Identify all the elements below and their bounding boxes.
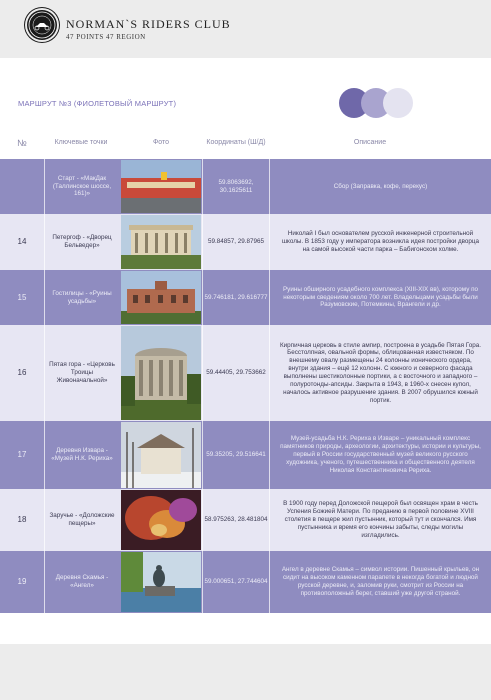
row-num xyxy=(0,159,44,214)
header-photo: Фото xyxy=(152,138,170,146)
row-point: Петергоф - «Дворец Бельведер» xyxy=(52,234,112,249)
page-footer xyxy=(0,644,491,700)
table-row xyxy=(0,325,491,421)
table-row xyxy=(0,159,491,214)
header-desc: Описание xyxy=(353,138,387,146)
row-coords: 59.35205, 29.516641 xyxy=(206,451,266,459)
row-num: 14 xyxy=(17,237,27,246)
row-description: Музей-усадьба Н.К. Рериха в Изваре – уникальный комплекс памятников природы, археологии, архитектуры, истории и культуры, первый в России государственный музей великого русского художника, ученого, путешественника и общественного деятеля Николая Константиновича Рериха. xyxy=(280,435,481,474)
row-point: Заручье - «Доложские пещеры» xyxy=(49,512,115,527)
header-num: № xyxy=(17,137,27,148)
club-logo-icon xyxy=(27,10,57,40)
row-num: 19 xyxy=(17,577,27,586)
row-coords: 58.975263, 28.481804 xyxy=(204,516,268,524)
route-color-circles xyxy=(339,88,419,118)
table-row xyxy=(0,421,491,489)
photo-angel-statue xyxy=(121,552,201,612)
photo-mcdonalds xyxy=(121,160,201,213)
header-point: Ключевые точки xyxy=(54,138,108,146)
row-coords: 59.44405, 29.753662 xyxy=(206,369,266,377)
row-num: 16 xyxy=(17,368,27,377)
row-coords: 59.8063692, 30.1625611 xyxy=(218,178,254,194)
row-point: Пятая гора - «Церковь Троицы Живоначальной» xyxy=(49,361,115,384)
row-description: Руины обширного усадебного комплекса (XIII-XIX вв), которому по некоторым сведениям около 700 лет. Владельцами усадьбы были Разумовские, Потемкины, Врангели и др. xyxy=(282,285,479,309)
photo-dolozhsky-caves xyxy=(121,490,201,550)
row-description: В 1900 году перед Доложской пещерой был освящен храм в честь Успения Божией Матери. По преданию в первой половине XVIII столетия в пещере жил пустынник, который тут и скончался. Имя пустынника и время его кончины забыты, следы могилы изгладились. xyxy=(283,500,478,539)
photo-belvedere xyxy=(121,215,201,269)
club-title: NORMAN`S RIDERS CLUB xyxy=(66,17,231,31)
row-description: Кирпичная церковь в стиле ампир, построена в усадьбе Пятая Гора. Бесстолпная, овальной формы, облицованная известняком. По внешнему овалу размещены 24 колонны ионического ордера, внутри здания – ещё 12 колонн. С южного и северного фасада выполнены шестиколонные портики, а с восточного и западного – полуротонды-апсиды. Закрыта в 1943, в 1960-х снесен купол, началось активное разрушение здания. В 2007 обрушился южный портик. xyxy=(280,341,482,404)
row-description: Николай I был основателем русской инженерной строительной школы. В 1853 году у императора возникла идея постройки дворца на самой высокой части парка – Бабигонском холме. xyxy=(281,230,480,253)
table-row xyxy=(0,489,491,551)
table-row xyxy=(0,214,491,270)
table-row xyxy=(0,270,491,325)
row-point: Деревня Скамья - «Ангел» xyxy=(55,574,109,589)
row-description: Сбор (Заправка, кофе, перекус) xyxy=(333,182,428,190)
photo-roerich-museum xyxy=(121,422,201,488)
row-point: Деревня Извара - «Музей Н.К. Рериха» xyxy=(51,447,113,462)
route-title: МАРШРУТ №3 (ФИОЛЕТОВЫЙ МАРШРУТ) xyxy=(18,99,177,108)
row-num: 18 xyxy=(17,515,27,524)
row-coords: 59.84857, 29.87965 xyxy=(207,238,265,246)
photo-gostilitsy-ruins xyxy=(121,271,201,324)
row-num: 17 xyxy=(17,450,27,459)
row-coords: 59.746181, 29.616777 xyxy=(204,293,268,301)
photo-trinity-church xyxy=(121,326,201,420)
page-header xyxy=(0,0,491,58)
club-subtitle: 47 POINTS 47 REGION xyxy=(66,33,146,41)
color-circle-light xyxy=(383,88,413,118)
row-num: 15 xyxy=(17,292,27,302)
row-description: Ангел в деревне Скамья – символ истории. Пишенный крыльев, он сидит на высоком каменном парапете в некогда богатой и людной русской деревне, и, заломив руки, смотрит из России на противоположный берег, ставший уже другой страной. xyxy=(281,566,480,597)
header-coords: Координаты (Ш/Д) xyxy=(206,138,266,146)
row-point: Гостилицы - «Руины усадьбы» xyxy=(52,289,112,305)
row-point: Старт - «МакДак (Таллинское шоссе, 161)» xyxy=(52,174,112,198)
row-coords: 59.000651, 27.744604 xyxy=(204,578,268,586)
table-row xyxy=(0,551,491,613)
